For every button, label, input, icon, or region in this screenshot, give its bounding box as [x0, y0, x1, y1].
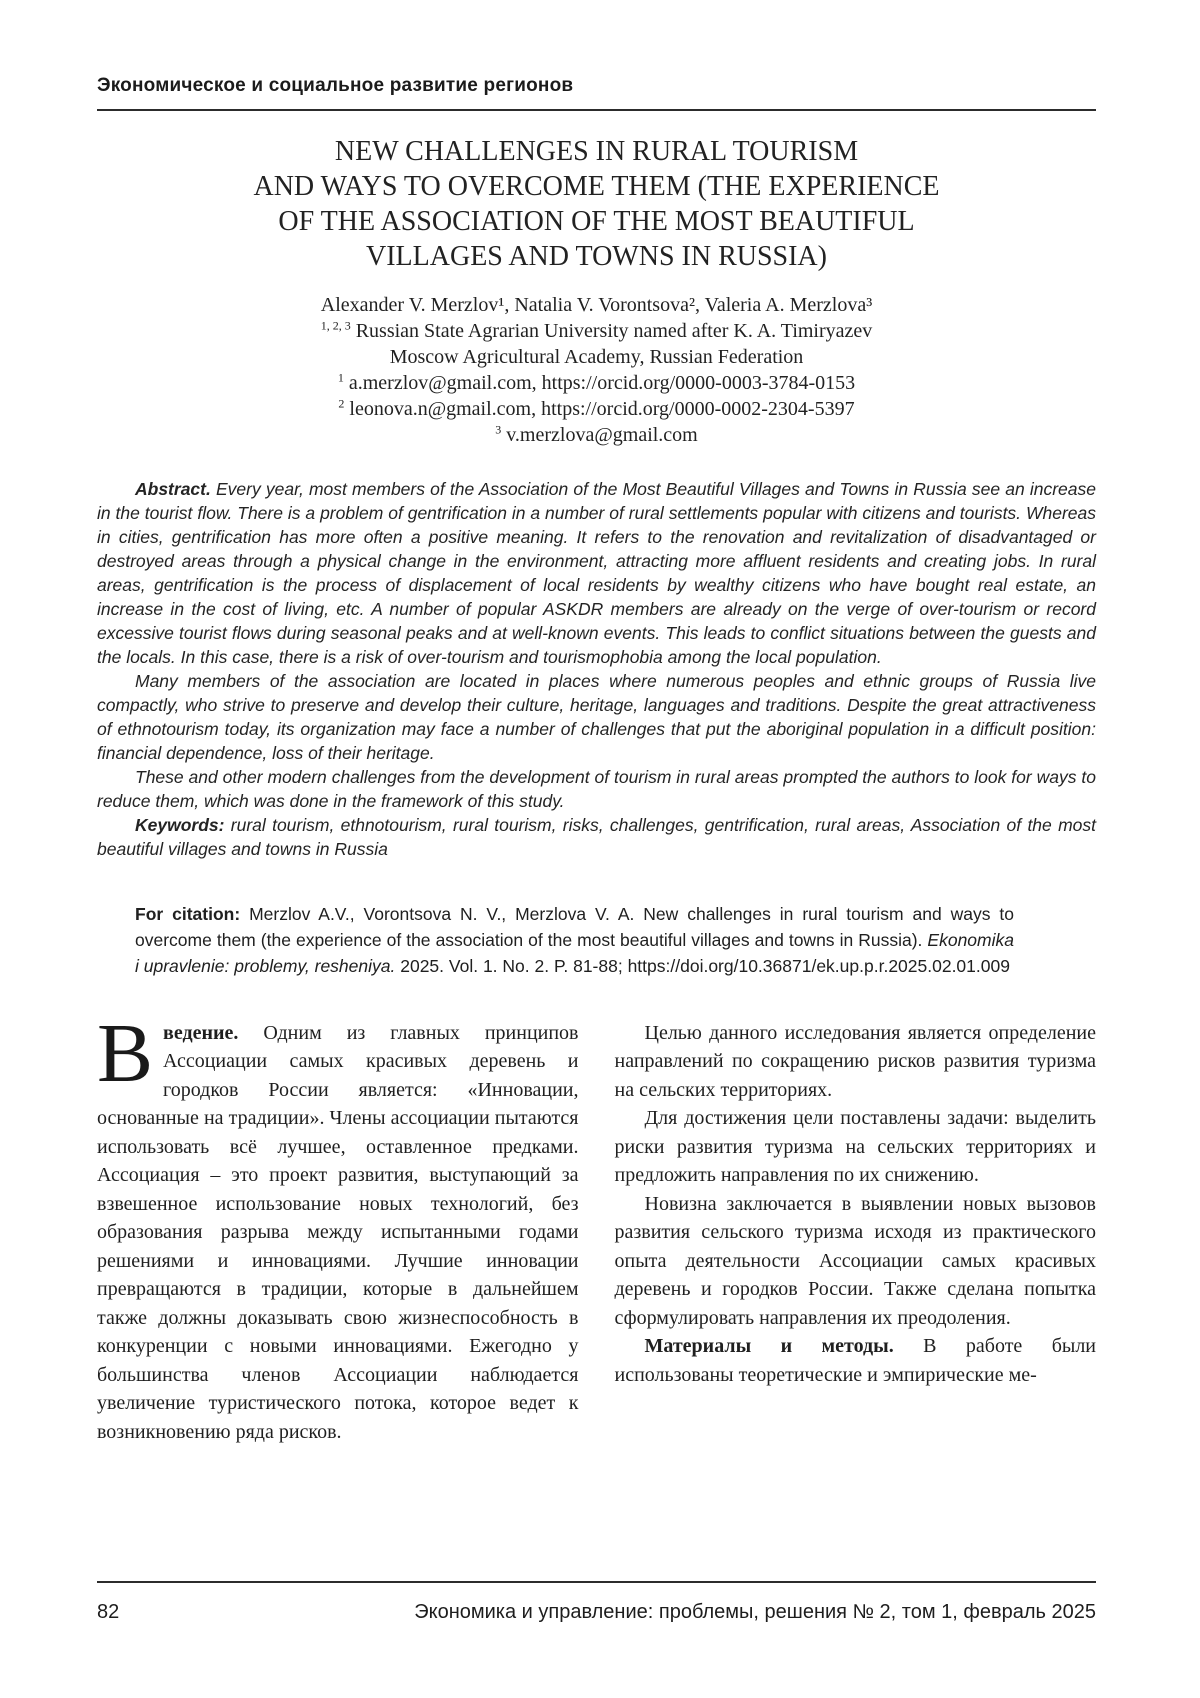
abstract-paragraph-2: Many members of the association are located in places where numerous peoples and ethnic groups of Russia live compactly, who strive to preserve and develop their culture, heritage, languages and traditions. Despite the great attractiveness of ethnotourism today, its organization may face a number of challenges that put the aboriginal population in a difficult position: financial dependence, loss of their heritage.: [97, 670, 1096, 763]
contact-text-1: a.merzlov@gmail.com, https://orcid.org/0000-0003-3784-0153: [343, 371, 856, 394]
author-names: Alexander V. Merzlov¹, Natalia V. Vorontsova², Valeria A. Merzlova³: [320, 293, 873, 316]
citation-reference-text: 2025. Vol. 1. No. 2. P. 81-88; https://doi.org/10.36871/ek.up.p.r.2025.02.01.009: [395, 955, 1010, 976]
page-number: 82: [97, 1601, 120, 1623]
keywords-label: Keywords:: [135, 814, 225, 835]
journal-title-italic: Ekonomika i upravlenie: problemy, resheniya.: [135, 929, 1014, 976]
affiliation-text: Russian State Agrarian University named after K. A. Timiryazev: [350, 319, 873, 342]
drop-cap: В: [97, 1006, 154, 1100]
abstract-paragraph-1-text: Every year, most members of the Association of the Most Beautiful Villages and Towns in Russia see an increase in the tourist flow. There is a problem of gentrification in a number of rural settlements popular with citizens and tourists. Whereas in cities, gentrification has more often a positive meaning. It refers to the renovation and revitalization of disadvantaged or destroyed areas through a physical change in the environment, attracting more affluent residents and creating jobs. In rural areas, gentrification is the process of displacement of local residents by wealthy citizens who have bought real estate, an increase in the cost of living, etc. A number of popular ASKDR members are already on the verge of over-tourism or record excessive tourist flows during seasonal peaks and at well-known events. This leads to conflict situations between the guests and the locals. In this case, there is a risk of over-tourism and tourismophobia among the local population.: [97, 478, 1096, 667]
running-head: Экономическое и социальное развитие регионов: [97, 75, 574, 96]
title-line-3: OF THE ASSOCIATION OF THE MOST BEAUTIFUL: [278, 205, 915, 237]
affiliation-line-1: [97, 318, 1096, 344]
affiliation-superscript: 1, 2, 3: [320, 318, 351, 333]
citation-label: For citation:: [135, 903, 241, 924]
page-header: [97, 74, 1096, 111]
contact-line-2: [97, 396, 1096, 422]
title-line-2: AND WAYS TO OVERCOME THEM (THE EXPERIENCE: [253, 170, 940, 202]
materials-methods-text: В работе были использованы теоретические и эмпирические ме-: [614, 1335, 1096, 1386]
page-footer: [97, 1581, 1096, 1625]
citation-text: Merzlov A.V., Vorontsova N. V., Merzlova V. A. New challenges in rural tourism and ways to overcome them (the experience of the association of the most beautiful villages and towns in Russia).: [135, 903, 1014, 950]
introduction-label: ведение.: [163, 1021, 239, 1044]
contact-superscript-2: 2: [338, 396, 345, 411]
introduction-paragraph: [97, 1006, 579, 1447]
left-column: [97, 1006, 579, 1447]
footer-row: [97, 1600, 1096, 1625]
body-columns: [97, 1006, 1096, 1447]
abstract-paragraph-3: These and other modern challenges from the development of tourism in rural areas prompted the authors to look for ways to reduce them, which was done in the framework of this study.: [97, 766, 1096, 811]
materials-methods-label: Материалы и методы.: [644, 1335, 894, 1358]
body-paragraph-goal: Целью данного исследования является определение направлений по сокращению рисков развития туризма на сельских территориях.: [614, 1021, 1096, 1101]
contact-line-1: [97, 370, 1096, 396]
contact-superscript-3: 3: [495, 422, 502, 437]
title-line-1: NEW CHALLENGES IN RURAL TOURISM: [334, 135, 859, 167]
introduction-text: Одним из главных принципов Ассоциации самых красивых деревень и городков России является: «Инновации, основанные на традиции». Члены ассоциации пытаются использовать всё лучшее, оставленное предками. Ассоциация – это проект развития, выступающий за взвешенное использование новых технологий, без образования разрыва между испытанными годами решениями и инновациями. Лучшие инновации превращаются в традиции, которые в дальнейшем также должны доказывать свою жизнеспособность в конкуренции с новыми инновациями. Ежегодно у большинства членов Ассоциации наблюдается увеличение туристического потока, которое ведет к возникновению ряда рисков.: [97, 1021, 579, 1443]
keywords-text: rural tourism, ethnotourism, rural tourism, risks, challenges, gentrification, rural areas, Association of the most beautiful villages and towns in Russia: [97, 814, 1096, 859]
citation-block: [135, 901, 1014, 979]
header-divider: [97, 109, 1096, 111]
authors-block: [97, 292, 1096, 448]
abstract-paragraph-1: [97, 477, 1096, 669]
keywords-paragraph: [97, 813, 1096, 861]
body-paragraph-novelty: Новизна заключается в выявлении новых вызовов развития сельского туризма исходя из практического опыта деятельности Ассоциации самых красивых деревень и городков России. Также сделана попытка сформулировать направления их преодоления.: [614, 1192, 1096, 1329]
abstract-label: Abstract.: [135, 478, 211, 499]
contact-text-3: v.merzlova@gmail.com: [501, 423, 698, 446]
body-paragraph-tasks: Для достижения цели поставлены задачи: выделить риски развития туризма на сельских территориях и предложить направления по их снижению.: [614, 1107, 1096, 1187]
article-title: [97, 134, 1096, 274]
title-line-4: VILLAGES AND TOWNS IN RUSSIA): [366, 240, 827, 272]
materials-methods-paragraph: [615, 1332, 1097, 1389]
contact-text-2: leonova.n@gmail.com, https://orcid.org/0000-0002-2304-5397: [344, 397, 855, 420]
affiliation-line-2: Moscow Agricultural Academy, Russian Federation: [389, 345, 804, 368]
journal-line: Экономика и управление: проблемы, решения № 2, том 1, февраль 2025: [414, 1601, 1096, 1623]
right-column: [615, 1019, 1097, 1447]
contact-superscript-1: 1: [337, 370, 344, 385]
footer-divider: [97, 1581, 1096, 1583]
abstract-section: [97, 477, 1096, 861]
contact-line-3: [97, 422, 1096, 448]
